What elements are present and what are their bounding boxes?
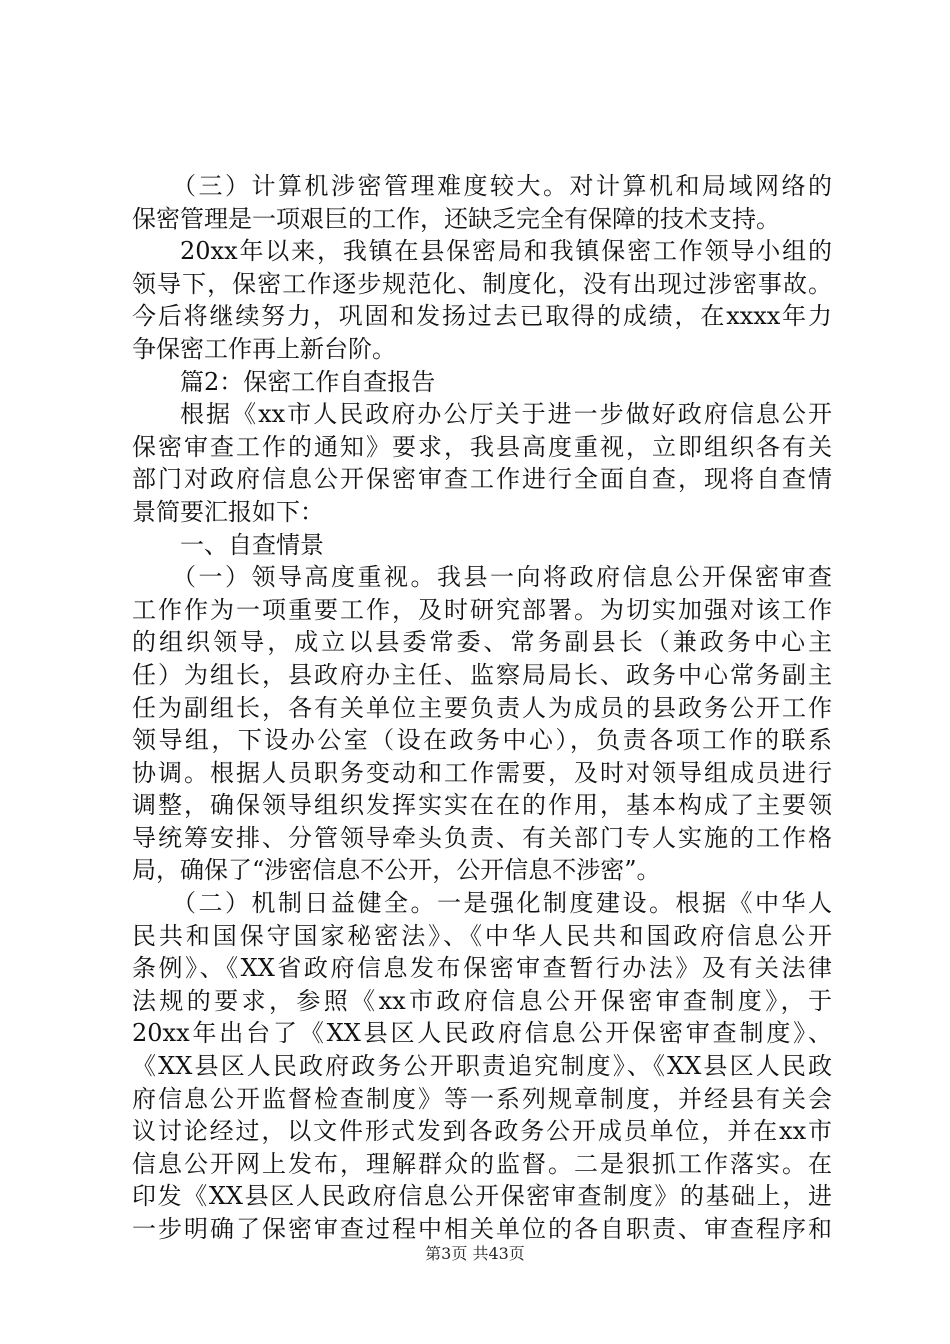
text-line: 领导组，下设办公室（设在政务中心），负责各项工作的联系 <box>132 726 832 755</box>
text-line: 协调。根据人员职务变动和工作需要，及时对领导组成员进行 <box>132 758 832 787</box>
text-line: 条例》、《XX省政府信息发布保密审查暂行办法》及有关法律 <box>132 954 832 983</box>
text-line: 导统筹安排、分管领导牵头负责、有关部门专人实施的工作格 <box>132 823 832 852</box>
text-line: 调整，确保领导组织发挥实实在在的作用，基本构成了主要领 <box>132 791 832 820</box>
text-line: 部门对政府信息公开保密审查工作进行全面自查，现将自查情 <box>132 465 832 494</box>
text-line: （二）机制日益健全。一是强化制度建设。根据《中华人 <box>172 889 832 918</box>
text-line: 保密管理是一项艰巨的工作，还缺乏完全有保障的技术支持。 <box>132 204 780 233</box>
text-line: 20xx年出台了《XX县区人民政府信息公开保密审查制度》、 <box>132 1019 832 1048</box>
text-line: 局，确保了“涉密信息不公开，公开信息不涉密”。 <box>132 856 661 885</box>
text-line: 的组织领导，成立以县委常委、常务副县长（兼政务中心主 <box>132 628 832 657</box>
text-line: 印发《XX县区人民政府信息公开保密审查制度》的基础上，进 <box>132 1182 832 1211</box>
text-line: 一步明确了保密审查过程中相关单位的各自职责、审查程序和 <box>132 1215 832 1243</box>
text-line: 一、自查情景 <box>180 530 324 559</box>
text-line: 府信息公开监督检查制度》等一系列规章制度，并经县有关会 <box>132 1084 832 1113</box>
text-line: 领导下，保密工作逐步规范化、制度化，没有出现过涉密事故。 <box>132 269 832 298</box>
text-line: （三）计算机涉密管理难度较大。对计算机和局域网络的 <box>172 172 832 200</box>
text-line: 保密审查工作的通知》要求，我县高度重视，立即组织各有关 <box>132 432 832 461</box>
page-footer: 第3页 共43页 <box>425 1244 525 1263</box>
text-line: 《XX县区人民政府政务公开职责追究制度》、《XX县区人民政 <box>132 1052 832 1081</box>
text-line: （一）领导高度重视。我县一向将政府信息公开保密审查 <box>172 563 832 592</box>
text-line: 今后将继续努力，巩固和发扬过去已取得的成绩，在xxxx年力 <box>132 302 832 331</box>
text-line: 信息公开网上发布，理解群众的监督。二是狠抓工作落实。在 <box>132 1149 832 1178</box>
text-line: 法规的要求，参照《xx市政府信息公开保密审查制度》，于 <box>132 986 832 1015</box>
text-line: 民共和国保守国家秘密法》、《中华人民共和国政府信息公开 <box>132 921 832 950</box>
text-line: 争保密工作再上新台阶。 <box>132 334 396 363</box>
document-body <box>132 170 832 1246</box>
text-line: 篇2：保密工作自查报告 <box>180 367 436 396</box>
text-line: 任为副组长，各有关单位主要负责人为成员的县政务公开工作 <box>132 693 832 722</box>
text-line: 工作作为一项重要工作，及时研究部署。为切实加强对该工作 <box>132 595 832 624</box>
text-line: 议讨论经过，以文件形式发到各政务公开成员单位，并在xx市 <box>132 1117 832 1146</box>
text-line: 20xx年以来，我镇在县保密局和我镇保密工作领导小组的 <box>180 237 832 266</box>
text-line: 任）为组长，县政府办主任、监察局局长、政务中心常务副主 <box>132 660 832 689</box>
text-line: 景简要汇报如下： <box>132 497 324 526</box>
text-line: 根据《xx市人民政府办公厅关于进一步做好政府信息公开 <box>180 400 832 429</box>
